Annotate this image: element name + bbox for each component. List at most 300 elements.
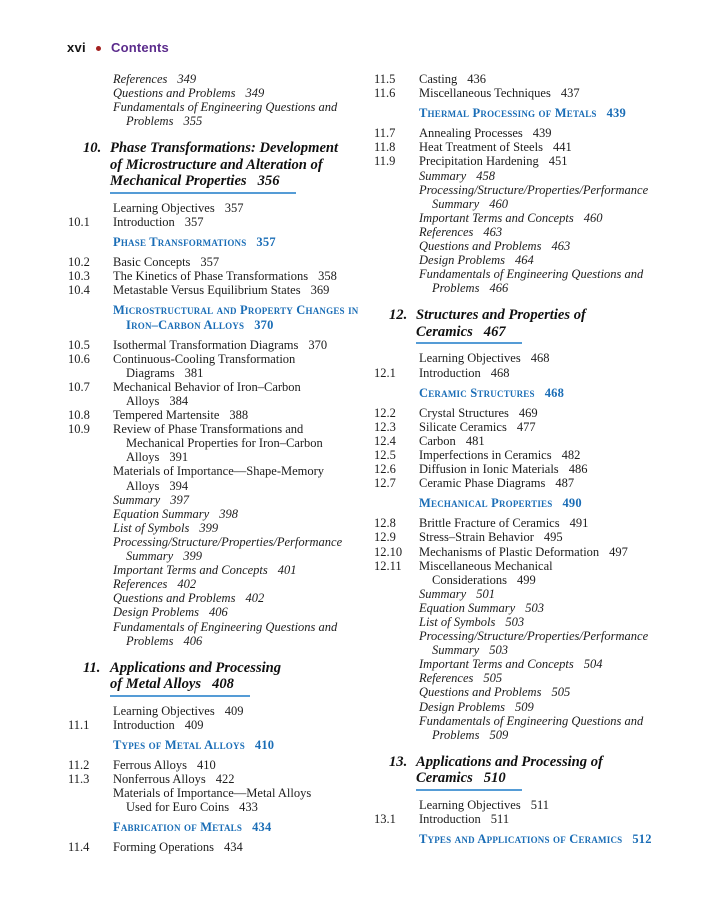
- entry-page: 436: [467, 72, 486, 86]
- entry-title-line: The Kinetics of Phase Transformations: [113, 269, 309, 284]
- entry-title-line: Introduction: [113, 214, 175, 229]
- entry-page: 463: [483, 224, 503, 239]
- entry-title-line: List of Symbols: [419, 615, 496, 629]
- entry-page: 505: [483, 671, 503, 686]
- entry-title-line: Continuous-Cooling Transformation: [113, 351, 296, 366]
- entry-title-line: Casting: [419, 72, 458, 86]
- entry-number: 13.1: [374, 811, 396, 826]
- entry-number: [374, 267, 419, 295]
- entry-number: [68, 493, 113, 507]
- entry-page: 349: [245, 86, 265, 101]
- entry-title-line: Fundamentals of Engineering Questions and: [113, 100, 338, 115]
- entry-title: [419, 225, 682, 239]
- entry-page: 503: [525, 600, 544, 615]
- entry-title-line: Nonferrous Alloys: [113, 772, 206, 787]
- toc-entry: [68, 704, 376, 718]
- toc-subentry: [374, 629, 682, 657]
- entry-title: [419, 267, 682, 295]
- entry-title: [419, 657, 682, 671]
- entry-title: [113, 255, 376, 269]
- entry-number: 12.8: [374, 516, 396, 531]
- toc-subentry: [374, 225, 682, 239]
- entry-title: [113, 718, 376, 732]
- entry-page: 369: [310, 283, 330, 298]
- entry-title: [419, 700, 682, 714]
- toc-entry: [374, 559, 682, 587]
- entry-title: [113, 605, 376, 619]
- entry-number: [374, 211, 419, 225]
- page-number-label: xvi: [67, 40, 86, 55]
- entry-number: [374, 700, 419, 714]
- entry-page: 391: [169, 450, 189, 465]
- toc-subentry: [374, 211, 682, 225]
- entry-title: [419, 86, 682, 100]
- entry-title-line: Forming Operations: [113, 840, 215, 855]
- topic-heading-page: 512: [632, 832, 652, 847]
- entry-title: [419, 253, 682, 267]
- entry-title: [419, 420, 682, 434]
- entry-page: 370: [308, 337, 328, 352]
- chapter-title-line: Ceramics: [416, 323, 473, 340]
- toc-entry: [374, 545, 682, 559]
- entry-title: [113, 338, 376, 352]
- entry-page: 468: [490, 365, 510, 380]
- toc-subentry: [374, 700, 682, 714]
- entry-page: 511: [530, 797, 549, 812]
- chapter-page: 356: [257, 173, 280, 190]
- entry-title: [419, 406, 682, 420]
- entry-title-line: References: [419, 671, 474, 686]
- entry-page: 402: [245, 591, 265, 606]
- toc-subentry: [374, 183, 682, 211]
- entry-title-line: Summary: [126, 549, 174, 564]
- entry-number: [68, 605, 113, 619]
- toc-entry: [374, 798, 682, 812]
- entry-number: [68, 704, 113, 718]
- entry-number: [374, 798, 419, 812]
- entry-title: [113, 72, 376, 86]
- toc-subentry: [68, 535, 376, 563]
- entry-title-line: Processing/Structure/Properties/Performance: [113, 534, 343, 549]
- entry-number: [68, 201, 113, 215]
- entry-page: 357: [224, 200, 244, 215]
- toc-entry: [374, 406, 682, 420]
- entry-title-line: Review of Phase Transformations and: [113, 422, 304, 437]
- chapter-number: 13.: [389, 753, 408, 770]
- entry-number: 11.6: [374, 86, 396, 101]
- toc-subentry: [374, 601, 682, 615]
- entry-number: 12.1: [374, 365, 396, 380]
- entry-title-line: Metastable Versus Equilibrium States: [113, 283, 301, 298]
- topic-heading: [113, 235, 376, 249]
- entry-title-line: Summary: [432, 196, 480, 211]
- topic-heading: [113, 303, 376, 331]
- toc-entry: [68, 283, 376, 297]
- entry-title-line: Important Terms and Concepts: [113, 563, 268, 578]
- chapter-number: 11.: [83, 659, 101, 676]
- page-header: [67, 40, 169, 55]
- entry-title-line: Precipitation Hardening: [419, 154, 539, 169]
- chapter-number: 12.: [389, 307, 408, 324]
- toc-entry: [68, 786, 376, 814]
- entry-page: 503: [489, 643, 508, 658]
- entry-page: 460: [489, 196, 508, 211]
- entry-page: 397: [170, 492, 189, 507]
- toc-entry: [68, 338, 376, 352]
- entry-number: 11.1: [68, 717, 90, 732]
- toc-entry: [374, 476, 682, 490]
- entry-title: [113, 620, 376, 648]
- entry-title: [419, 798, 682, 812]
- entry-page: 464: [515, 253, 534, 268]
- entry-number: [374, 253, 419, 267]
- topic-heading-page: 439: [606, 106, 626, 121]
- chapter-title-last-line: [416, 324, 522, 345]
- entry-number: [68, 464, 113, 492]
- entry-page: 410: [196, 757, 216, 772]
- toc-entry: [68, 422, 376, 464]
- entry-number: [374, 601, 419, 615]
- toc-entry: [374, 530, 682, 544]
- entry-page: 357: [200, 255, 220, 270]
- entry-title-line: References: [113, 72, 168, 86]
- entry-title-line: Processing/Structure/Properties/Performance: [419, 629, 649, 644]
- toc-entry: [374, 516, 682, 530]
- toc-entry: [68, 215, 376, 229]
- entry-title-line: Basic Concepts: [113, 255, 191, 270]
- entry-title-line: Used for Euro Coins: [126, 800, 230, 815]
- toc-entry: [374, 86, 682, 100]
- toc-subentry: [374, 587, 682, 601]
- entry-title: [113, 840, 376, 854]
- entry-number: [68, 521, 113, 535]
- entry-title-line: Summary: [419, 586, 467, 601]
- entry-title: [113, 352, 376, 380]
- toc-entry: [68, 255, 376, 269]
- entry-number: 12.5: [374, 447, 396, 462]
- chapter-number: 10.: [83, 140, 102, 157]
- entry-number: 11.5: [374, 72, 396, 86]
- topic-heading: [113, 820, 376, 834]
- entry-number: 10.1: [68, 214, 90, 229]
- entry-number: 12.2: [374, 405, 396, 420]
- entry-title-line: Materials of Importance—Metal Alloys: [113, 786, 312, 801]
- toc-entry: [374, 351, 682, 365]
- toc-entry: [68, 269, 376, 283]
- entry-page: 481: [465, 433, 485, 448]
- entry-number: 12.10: [374, 544, 403, 559]
- entry-page: 466: [489, 281, 509, 296]
- entry-title: [113, 283, 376, 297]
- entry-page: 487: [555, 476, 575, 491]
- entry-number: 10.2: [68, 255, 90, 270]
- topic-heading-line: Ceramic Structures: [419, 385, 535, 400]
- chapter-title-line: Applications and Processing of: [416, 753, 603, 770]
- entry-title: [419, 211, 682, 225]
- toc-subentry: [68, 507, 376, 521]
- chapter-page: 510: [483, 770, 506, 787]
- chapter-page: 467: [483, 323, 506, 340]
- entry-title-line: Imperfections in Ceramics: [419, 447, 552, 462]
- topic-heading-line: Microstructural and Property Changes in: [113, 303, 359, 318]
- entry-title-line: Ceramic Phase Diagrams: [419, 476, 546, 491]
- entry-title: [113, 86, 376, 100]
- entry-title: [419, 545, 682, 559]
- entry-title-line: Ferrous Alloys: [113, 757, 187, 772]
- entry-title-line: Learning Objectives: [113, 703, 215, 718]
- toc-subentry: [68, 521, 376, 535]
- chapter-heading: [389, 754, 682, 791]
- entry-title: [113, 215, 376, 229]
- toc-entry: [68, 840, 376, 854]
- entry-number: [68, 591, 113, 605]
- entry-number: [68, 786, 113, 814]
- entry-title-line: Fundamentals of Engineering Questions and: [113, 619, 338, 634]
- entry-title-line: Miscellaneous Mechanical: [419, 558, 553, 573]
- entry-number: [374, 615, 419, 629]
- chapter-page: 408: [212, 676, 234, 693]
- entry-title: [419, 714, 682, 742]
- entry-number: 11.8: [374, 140, 396, 155]
- entry-page: 504: [583, 657, 603, 672]
- entry-title-line: Design Problems: [419, 253, 505, 268]
- entry-number: 11.7: [374, 126, 396, 141]
- entry-page: 491: [569, 516, 589, 531]
- toc-entry: [68, 464, 376, 492]
- entry-title-line: Diffusion in Ionic Materials: [419, 462, 559, 477]
- entry-title-line: Miscellaneous Techniques: [419, 86, 551, 101]
- entry-number: [374, 657, 419, 671]
- entry-number: 10.5: [68, 337, 90, 352]
- toc-entry: [374, 366, 682, 380]
- toc-subentry: [68, 577, 376, 591]
- entry-title: [113, 100, 376, 128]
- toc-entry: [68, 718, 376, 732]
- entry-title-line: Important Terms and Concepts: [419, 657, 574, 672]
- entry-title: [419, 462, 682, 476]
- entry-title: [419, 615, 682, 629]
- toc-subentry: [68, 493, 376, 507]
- entry-page: 509: [489, 727, 509, 742]
- entry-title-line: Learning Objectives: [419, 797, 521, 812]
- entry-title-line: Introduction: [419, 811, 481, 826]
- entry-number: [374, 225, 419, 239]
- entry-page: 451: [548, 154, 568, 169]
- entry-title-line: Equation Summary: [113, 506, 210, 521]
- chapter-title-last-line: [416, 770, 522, 791]
- entry-number: [374, 714, 419, 742]
- entry-number: 10.9: [68, 422, 90, 437]
- entry-title: [419, 169, 682, 183]
- entry-title-line: Fundamentals of Engineering Questions and: [419, 267, 644, 282]
- entry-number: 11.3: [68, 772, 90, 787]
- toc-subentry: [374, 714, 682, 742]
- toc-column-left: [68, 72, 376, 855]
- entry-title: [113, 422, 376, 464]
- entry-page: 463: [551, 239, 571, 254]
- entry-number: [374, 629, 419, 657]
- chapter-heading: [389, 307, 682, 344]
- chapter-title-line: of Metal Alloys: [110, 676, 202, 693]
- entry-page: 409: [224, 703, 244, 718]
- entry-page: 501: [476, 586, 495, 601]
- chapter-heading: [83, 660, 376, 697]
- entry-title-line: Summary: [432, 643, 480, 658]
- entry-number: [68, 72, 113, 86]
- entry-number: 10.6: [68, 351, 90, 366]
- entry-number: 12.3: [374, 419, 396, 434]
- topic-heading-line: Iron–Carbon Alloys: [126, 317, 245, 332]
- entry-page: 433: [239, 800, 258, 815]
- entry-title-line: Problems: [126, 633, 174, 648]
- entry-title: [419, 140, 682, 154]
- toc-subentry: [374, 253, 682, 267]
- entry-title-line: Summary: [113, 492, 161, 507]
- entry-title-line: Fundamentals of Engineering Questions and: [419, 713, 644, 728]
- entry-title-line: Equation Summary: [419, 600, 516, 615]
- toc-entry: [68, 408, 376, 422]
- entry-page: 422: [215, 772, 235, 787]
- entry-number: 10.3: [68, 269, 90, 284]
- entry-title: [419, 671, 682, 685]
- chapter-title-line: Mechanical Properties: [110, 173, 247, 190]
- toc-subentry: [374, 657, 682, 671]
- entry-title: [113, 380, 376, 408]
- entry-number: [68, 86, 113, 100]
- entry-page: 434: [224, 840, 243, 855]
- toc-subentry: [68, 563, 376, 577]
- entry-page: 477: [516, 419, 536, 434]
- entry-page: 499: [517, 572, 536, 587]
- entry-title: [419, 351, 682, 365]
- entry-title: [419, 516, 682, 530]
- entry-number: [374, 239, 419, 253]
- entry-page: 439: [532, 126, 552, 141]
- entry-title: [113, 521, 376, 535]
- entry-title-line: Learning Objectives: [419, 351, 521, 366]
- entry-page: 437: [560, 86, 580, 101]
- toc-subentry: [68, 86, 376, 100]
- entry-page: 381: [184, 365, 204, 380]
- topic-heading: [113, 738, 376, 752]
- entry-title-line: Summary: [419, 168, 467, 183]
- entry-title-line: Alloys: [126, 394, 160, 408]
- toc-entry: [374, 812, 682, 826]
- entry-title-line: Questions and Problems: [419, 685, 542, 700]
- entry-page: 505: [551, 685, 571, 700]
- topic-heading-page: 468: [544, 385, 565, 400]
- entry-page: 358: [318, 269, 337, 284]
- entry-title-line: Design Problems: [419, 699, 505, 714]
- chapter-title-line: of Microstructure and Alteration of: [110, 156, 323, 173]
- chapter-title-line: Applications and Processing: [110, 659, 282, 676]
- entry-page: 503: [505, 615, 525, 629]
- entry-number: 10.8: [68, 408, 90, 423]
- toc-entry: [68, 758, 376, 772]
- entry-title: [113, 201, 376, 215]
- entry-title-line: Crystal Structures: [419, 405, 509, 420]
- entry-number: 12.7: [374, 476, 396, 491]
- entry-title: [113, 772, 376, 786]
- entry-title: [419, 239, 682, 253]
- entry-page: 486: [568, 462, 588, 477]
- toc-entry: [374, 420, 682, 434]
- toc-entry: [374, 140, 682, 154]
- chapter-title-line: Ceramics: [416, 770, 473, 787]
- entry-title: [113, 786, 376, 814]
- entry-title: [419, 154, 682, 168]
- entry-title-line: Stress–Strain Behavior: [419, 530, 534, 545]
- entry-title: [419, 812, 682, 826]
- entry-number: 12.11: [374, 558, 402, 573]
- entry-page: 355: [183, 114, 203, 129]
- entry-title-line: Questions and Problems: [419, 239, 542, 254]
- entry-number: [374, 169, 419, 183]
- entry-title-line: Silicate Ceramics: [419, 419, 507, 434]
- entry-title-line: Diagrams: [126, 365, 175, 380]
- chapter-heading: [83, 140, 376, 194]
- entry-number: [68, 100, 113, 128]
- entry-number: 10.4: [68, 283, 90, 298]
- entry-page: 357: [184, 214, 204, 229]
- topic-heading-line: Types of Metal Alloys: [113, 737, 245, 752]
- toc-entry: [374, 154, 682, 168]
- chapter-title: [416, 754, 682, 791]
- topic-heading: [419, 496, 682, 510]
- entry-title-line: Mechanisms of Plastic Deformation: [419, 544, 600, 559]
- entry-title: [113, 591, 376, 605]
- entry-title-line: Alloys: [126, 478, 160, 493]
- entry-page: 511: [490, 811, 510, 826]
- toc-subentry: [374, 685, 682, 699]
- entry-title: [113, 493, 376, 507]
- toc-entry: [68, 352, 376, 380]
- toc-entry: [68, 380, 376, 408]
- entry-title: [419, 183, 682, 211]
- toc-subentry: [68, 100, 376, 128]
- toc-entry: [68, 201, 376, 215]
- entry-title: [419, 587, 682, 601]
- entry-title-line: Brittle Fracture of Ceramics: [419, 516, 560, 531]
- toc-subentry: [68, 605, 376, 619]
- chapter-title: [416, 307, 682, 344]
- entry-title: [419, 72, 682, 86]
- topic-heading-line: Types and Applications of Ceramics: [419, 832, 623, 847]
- topic-heading-line: Fabrication of Metals: [113, 820, 243, 835]
- chapter-title-last-line: [110, 676, 250, 697]
- entry-title: [113, 758, 376, 772]
- entry-number: 10.7: [68, 379, 90, 394]
- entry-number: [374, 183, 419, 211]
- entry-page: 384: [169, 394, 189, 408]
- contents-title: Contents: [110, 40, 169, 55]
- topic-heading-line: Mechanical Properties: [419, 496, 553, 511]
- entry-title-line: Introduction: [419, 365, 481, 380]
- entry-number: 12.9: [374, 530, 396, 545]
- entry-title-line: Annealing Processes: [419, 126, 523, 141]
- entry-title: [419, 601, 682, 615]
- entry-title-line: References: [113, 577, 168, 592]
- entry-number: 11.4: [68, 840, 90, 855]
- entry-title: [419, 448, 682, 462]
- toc-entry: [374, 434, 682, 448]
- topic-heading-page: 370: [254, 317, 274, 332]
- topic-heading-page: 357: [256, 235, 276, 250]
- entry-page: 460: [583, 210, 603, 225]
- entry-title: [113, 535, 376, 563]
- entry-page: 482: [561, 447, 581, 462]
- entry-page: 409: [184, 717, 204, 732]
